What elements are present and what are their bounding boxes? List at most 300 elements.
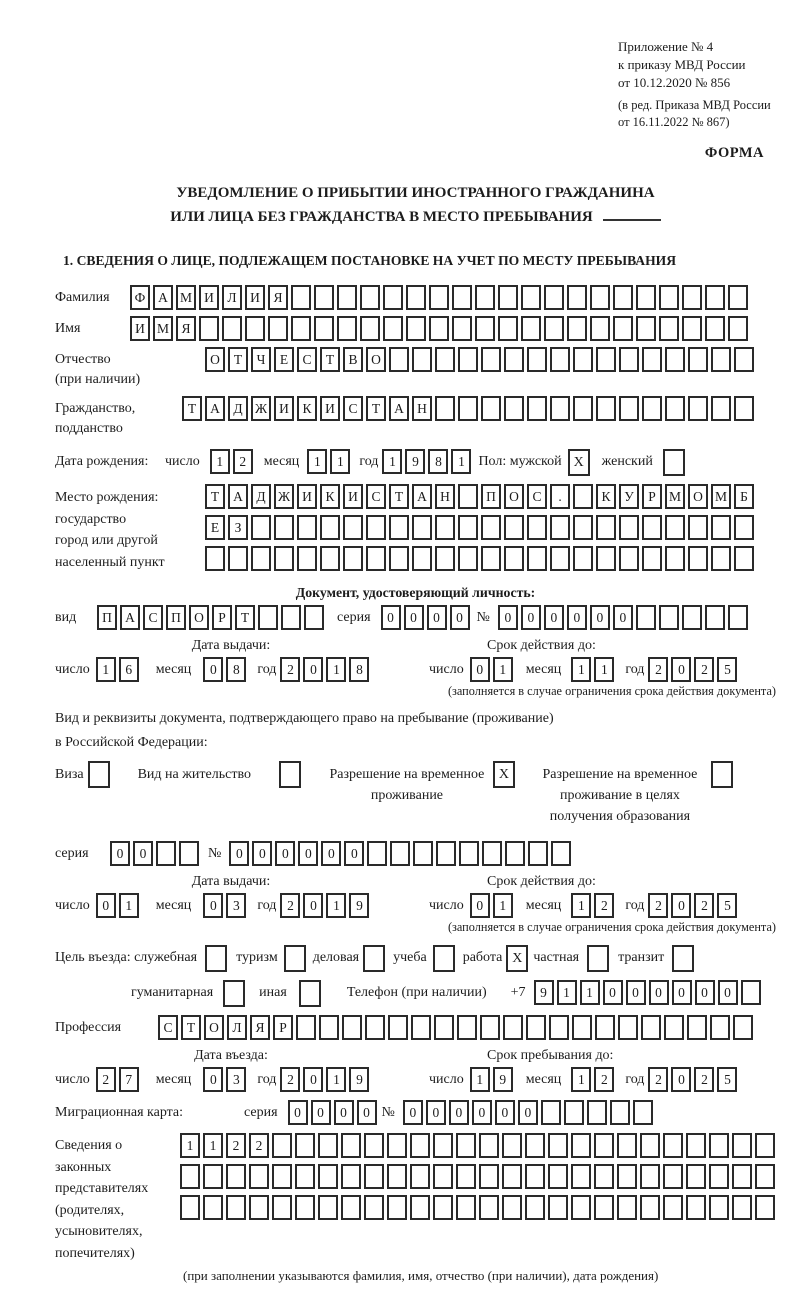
char-cell[interactable]: 0 xyxy=(470,893,490,918)
char-cell[interactable]: 9 xyxy=(349,1067,369,1092)
doc-issue-year-cells[interactable] xyxy=(280,657,372,682)
char-cell[interactable] xyxy=(458,484,478,509)
char-cell[interactable] xyxy=(387,1195,407,1220)
char-cell[interactable] xyxy=(367,841,387,866)
char-cell[interactable] xyxy=(663,1164,683,1189)
char-cell[interactable] xyxy=(734,515,754,540)
sex-male-checkbox[interactable]: X xyxy=(568,449,590,476)
doc-valid-year-cells[interactable] xyxy=(648,657,740,682)
char-cell[interactable] xyxy=(205,546,225,571)
char-cell[interactable]: 2 xyxy=(594,893,614,918)
char-cell[interactable] xyxy=(343,546,363,571)
char-cell[interactable]: С xyxy=(297,347,317,372)
char-cell[interactable]: 8 xyxy=(226,657,246,682)
char-cell[interactable]: 0 xyxy=(498,605,518,630)
char-cell[interactable] xyxy=(429,316,449,341)
char-cell[interactable] xyxy=(665,515,685,540)
char-cell[interactable]: 0 xyxy=(695,980,715,1005)
char-cell[interactable]: П xyxy=(166,605,186,630)
char-cell[interactable]: 0 xyxy=(344,841,364,866)
char-cell[interactable] xyxy=(521,285,541,310)
char-cell[interactable]: С xyxy=(143,605,163,630)
char-cell[interactable] xyxy=(705,316,725,341)
char-cell[interactable] xyxy=(590,316,610,341)
char-cell[interactable]: К xyxy=(297,396,317,421)
char-cell[interactable] xyxy=(412,515,432,540)
stay-year-cells[interactable] xyxy=(648,1067,740,1092)
doc-valid-month-cells[interactable] xyxy=(571,657,617,682)
char-cell[interactable]: 0 xyxy=(472,1100,492,1125)
char-cell[interactable] xyxy=(526,1015,546,1040)
char-cell[interactable] xyxy=(458,347,478,372)
char-cell[interactable] xyxy=(682,605,702,630)
char-cell[interactable] xyxy=(199,316,219,341)
birth-place-row2-cells[interactable] xyxy=(205,515,757,540)
char-cell[interactable] xyxy=(434,1015,454,1040)
char-cell[interactable] xyxy=(479,1133,499,1158)
char-cell[interactable] xyxy=(364,1133,384,1158)
char-cell[interactable]: Н xyxy=(412,396,432,421)
char-cell[interactable] xyxy=(435,396,455,421)
char-cell[interactable]: Т xyxy=(205,484,225,509)
char-cell[interactable] xyxy=(610,1100,630,1125)
char-cell[interactable]: О xyxy=(688,484,708,509)
char-cell[interactable]: 1 xyxy=(451,449,471,474)
char-cell[interactable] xyxy=(642,396,662,421)
char-cell[interactable] xyxy=(318,1195,338,1220)
char-cell[interactable]: 0 xyxy=(303,893,323,918)
char-cell[interactable] xyxy=(387,1133,407,1158)
char-cell[interactable]: А xyxy=(389,396,409,421)
char-cell[interactable] xyxy=(550,347,570,372)
char-cell[interactable] xyxy=(550,396,570,421)
char-cell[interactable] xyxy=(502,1195,522,1220)
char-cell[interactable]: 2 xyxy=(694,893,714,918)
char-cell[interactable] xyxy=(686,1164,706,1189)
char-cell[interactable]: 2 xyxy=(594,1067,614,1092)
char-cell[interactable]: А xyxy=(153,285,173,310)
char-cell[interactable] xyxy=(665,546,685,571)
char-cell[interactable] xyxy=(480,1015,500,1040)
char-cell[interactable] xyxy=(156,841,176,866)
stay-month-cells[interactable] xyxy=(571,1067,617,1092)
char-cell[interactable]: 5 xyxy=(717,657,737,682)
char-cell[interactable] xyxy=(544,316,564,341)
char-cell[interactable]: 0 xyxy=(626,980,646,1005)
char-cell[interactable] xyxy=(709,1164,729,1189)
representatives-row1-cells[interactable] xyxy=(180,1133,778,1158)
permit-issue-year-cells[interactable] xyxy=(280,893,372,918)
char-cell[interactable]: О xyxy=(189,605,209,630)
char-cell[interactable] xyxy=(304,605,324,630)
permit-series-cells[interactable] xyxy=(110,841,202,866)
char-cell[interactable] xyxy=(755,1164,775,1189)
char-cell[interactable]: 2 xyxy=(280,893,300,918)
char-cell[interactable] xyxy=(728,316,748,341)
name-cells[interactable] xyxy=(130,316,751,341)
char-cell[interactable] xyxy=(481,546,501,571)
char-cell[interactable]: 3 xyxy=(226,893,246,918)
char-cell[interactable] xyxy=(642,347,662,372)
char-cell[interactable]: 0 xyxy=(298,841,318,866)
char-cell[interactable] xyxy=(245,316,265,341)
char-cell[interactable] xyxy=(413,841,433,866)
char-cell[interactable]: 0 xyxy=(311,1100,331,1125)
char-cell[interactable]: 0 xyxy=(96,893,116,918)
char-cell[interactable]: 0 xyxy=(427,605,447,630)
char-cell[interactable]: О xyxy=(204,1015,224,1040)
doc-issue-day-cells[interactable] xyxy=(96,657,142,682)
char-cell[interactable]: 1 xyxy=(210,449,230,474)
char-cell[interactable] xyxy=(548,1133,568,1158)
char-cell[interactable] xyxy=(642,546,662,571)
char-cell[interactable]: У xyxy=(619,484,639,509)
char-cell[interactable] xyxy=(596,396,616,421)
citizenship-cells[interactable] xyxy=(182,396,757,421)
char-cell[interactable] xyxy=(435,546,455,571)
char-cell[interactable] xyxy=(314,285,334,310)
char-cell[interactable] xyxy=(617,1195,637,1220)
char-cell[interactable]: 0 xyxy=(403,1100,423,1125)
char-cell[interactable] xyxy=(711,515,731,540)
char-cell[interactable]: И xyxy=(274,396,294,421)
char-cell[interactable] xyxy=(498,316,518,341)
char-cell[interactable] xyxy=(732,1164,752,1189)
char-cell[interactable]: А xyxy=(412,484,432,509)
char-cell[interactable]: 0 xyxy=(404,605,424,630)
char-cell[interactable] xyxy=(659,316,679,341)
char-cell[interactable]: . xyxy=(550,484,570,509)
char-cell[interactable]: 1 xyxy=(382,449,402,474)
char-cell[interactable] xyxy=(456,1195,476,1220)
char-cell[interactable]: Н xyxy=(435,484,455,509)
char-cell[interactable] xyxy=(479,1195,499,1220)
char-cell[interactable] xyxy=(728,605,748,630)
purpose-official-checkbox[interactable] xyxy=(205,945,227,972)
char-cell[interactable]: А xyxy=(228,484,248,509)
purpose-private-checkbox[interactable] xyxy=(587,945,609,972)
char-cell[interactable] xyxy=(705,605,725,630)
char-cell[interactable]: 0 xyxy=(649,980,669,1005)
char-cell[interactable]: 2 xyxy=(648,1067,668,1092)
char-cell[interactable] xyxy=(617,1133,637,1158)
char-cell[interactable]: 2 xyxy=(648,657,668,682)
char-cell[interactable] xyxy=(337,316,357,341)
char-cell[interactable] xyxy=(479,1164,499,1189)
char-cell[interactable] xyxy=(665,396,685,421)
char-cell[interactable] xyxy=(551,841,571,866)
char-cell[interactable] xyxy=(502,1133,522,1158)
char-cell[interactable]: 2 xyxy=(249,1133,269,1158)
char-cell[interactable] xyxy=(360,285,380,310)
char-cell[interactable]: А xyxy=(120,605,140,630)
char-cell[interactable] xyxy=(659,605,679,630)
char-cell[interactable] xyxy=(319,1015,339,1040)
char-cell[interactable] xyxy=(505,841,525,866)
char-cell[interactable]: 0 xyxy=(110,841,130,866)
birth-place-row3-cells[interactable] xyxy=(205,546,757,571)
char-cell[interactable] xyxy=(636,605,656,630)
migration-number-cells[interactable] xyxy=(403,1100,656,1125)
char-cell[interactable] xyxy=(412,347,432,372)
char-cell[interactable] xyxy=(636,285,656,310)
char-cell[interactable] xyxy=(433,1164,453,1189)
char-cell[interactable] xyxy=(406,316,426,341)
char-cell[interactable] xyxy=(596,347,616,372)
char-cell[interactable]: 1 xyxy=(119,893,139,918)
purpose-business-checkbox[interactable] xyxy=(363,945,385,972)
char-cell[interactable]: 2 xyxy=(694,657,714,682)
edu-residence-checkbox[interactable] xyxy=(711,761,733,788)
char-cell[interactable]: 1 xyxy=(326,657,346,682)
char-cell[interactable]: Л xyxy=(222,285,242,310)
char-cell[interactable]: 2 xyxy=(694,1067,714,1092)
char-cell[interactable] xyxy=(571,1133,591,1158)
char-cell[interactable] xyxy=(617,1164,637,1189)
char-cell[interactable] xyxy=(594,1164,614,1189)
char-cell[interactable] xyxy=(613,316,633,341)
char-cell[interactable]: 0 xyxy=(321,841,341,866)
char-cell[interactable]: 0 xyxy=(357,1100,377,1125)
char-cell[interactable]: Я xyxy=(268,285,288,310)
char-cell[interactable] xyxy=(527,396,547,421)
char-cell[interactable] xyxy=(733,1015,753,1040)
purpose-tourism-checkbox[interactable] xyxy=(284,945,306,972)
char-cell[interactable]: 0 xyxy=(450,605,470,630)
char-cell[interactable]: 0 xyxy=(672,980,692,1005)
char-cell[interactable] xyxy=(251,546,271,571)
doc-series-cells[interactable] xyxy=(381,605,473,630)
char-cell[interactable] xyxy=(341,1164,361,1189)
char-cell[interactable] xyxy=(389,347,409,372)
char-cell[interactable]: 0 xyxy=(381,605,401,630)
char-cell[interactable] xyxy=(503,1015,523,1040)
char-cell[interactable]: 1 xyxy=(571,893,591,918)
char-cell[interactable]: 5 xyxy=(717,1067,737,1092)
char-cell[interactable] xyxy=(664,1015,684,1040)
doc-valid-day-cells[interactable] xyxy=(470,657,516,682)
permit-number-cells[interactable] xyxy=(229,841,574,866)
char-cell[interactable]: 0 xyxy=(303,657,323,682)
char-cell[interactable] xyxy=(452,285,472,310)
purpose-work-checkbox[interactable]: X xyxy=(506,945,528,972)
char-cell[interactable]: И xyxy=(343,484,363,509)
char-cell[interactable]: О xyxy=(504,484,524,509)
char-cell[interactable] xyxy=(504,546,524,571)
char-cell[interactable] xyxy=(458,396,478,421)
purpose-study-checkbox[interactable] xyxy=(433,945,455,972)
char-cell[interactable]: 0 xyxy=(426,1100,446,1125)
char-cell[interactable] xyxy=(528,841,548,866)
char-cell[interactable]: К xyxy=(596,484,616,509)
char-cell[interactable] xyxy=(389,515,409,540)
char-cell[interactable] xyxy=(274,515,294,540)
char-cell[interactable]: Я xyxy=(176,316,196,341)
birth-day-cells[interactable] xyxy=(210,449,256,474)
char-cell[interactable] xyxy=(705,285,725,310)
char-cell[interactable] xyxy=(318,1164,338,1189)
char-cell[interactable] xyxy=(296,1015,316,1040)
char-cell[interactable]: 0 xyxy=(229,841,249,866)
char-cell[interactable] xyxy=(364,1195,384,1220)
permit-issue-day-cells[interactable] xyxy=(96,893,142,918)
char-cell[interactable] xyxy=(203,1164,223,1189)
char-cell[interactable] xyxy=(682,316,702,341)
char-cell[interactable]: 1 xyxy=(571,1067,591,1092)
residence-permit-checkbox[interactable] xyxy=(279,761,301,788)
char-cell[interactable]: 0 xyxy=(275,841,295,866)
char-cell[interactable]: 1 xyxy=(470,1067,490,1092)
char-cell[interactable] xyxy=(388,1015,408,1040)
char-cell[interactable]: О xyxy=(205,347,225,372)
char-cell[interactable]: 7 xyxy=(119,1067,139,1092)
char-cell[interactable]: 0 xyxy=(613,605,633,630)
char-cell[interactable]: М xyxy=(711,484,731,509)
char-cell[interactable] xyxy=(365,1015,385,1040)
char-cell[interactable]: 9 xyxy=(349,893,369,918)
char-cell[interactable] xyxy=(688,546,708,571)
char-cell[interactable]: 0 xyxy=(671,1067,691,1092)
char-cell[interactable] xyxy=(594,1133,614,1158)
char-cell[interactable]: Т xyxy=(235,605,255,630)
char-cell[interactable] xyxy=(525,1133,545,1158)
char-cell[interactable]: 0 xyxy=(203,657,223,682)
char-cell[interactable] xyxy=(180,1164,200,1189)
permit-valid-day-cells[interactable] xyxy=(470,893,516,918)
char-cell[interactable] xyxy=(741,980,761,1005)
entry-year-cells[interactable] xyxy=(280,1067,372,1092)
char-cell[interactable]: С xyxy=(527,484,547,509)
char-cell[interactable]: 0 xyxy=(603,980,623,1005)
phone-cells[interactable] xyxy=(534,980,764,1005)
char-cell[interactable]: Л xyxy=(227,1015,247,1040)
doc-issue-month-cells[interactable] xyxy=(203,657,249,682)
char-cell[interactable] xyxy=(383,285,403,310)
char-cell[interactable] xyxy=(291,285,311,310)
purpose-humanitarian-checkbox[interactable] xyxy=(223,980,245,1007)
char-cell[interactable] xyxy=(412,546,432,571)
char-cell[interactable]: Т xyxy=(228,347,248,372)
char-cell[interactable]: О xyxy=(366,347,386,372)
char-cell[interactable] xyxy=(573,546,593,571)
char-cell[interactable] xyxy=(458,546,478,571)
char-cell[interactable]: 9 xyxy=(405,449,425,474)
char-cell[interactable] xyxy=(594,1195,614,1220)
char-cell[interactable]: Т xyxy=(181,1015,201,1040)
purpose-other-checkbox[interactable] xyxy=(299,980,321,1007)
char-cell[interactable]: 1 xyxy=(326,1067,346,1092)
stay-day-cells[interactable] xyxy=(470,1067,516,1092)
char-cell[interactable]: 1 xyxy=(493,657,513,682)
char-cell[interactable] xyxy=(619,515,639,540)
birth-year-cells[interactable] xyxy=(382,449,474,474)
char-cell[interactable]: 0 xyxy=(495,1100,515,1125)
char-cell[interactable] xyxy=(383,316,403,341)
char-cell[interactable] xyxy=(452,316,472,341)
char-cell[interactable] xyxy=(640,1164,660,1189)
char-cell[interactable] xyxy=(688,347,708,372)
char-cell[interactable]: С xyxy=(366,484,386,509)
char-cell[interactable] xyxy=(572,1015,592,1040)
char-cell[interactable] xyxy=(734,396,754,421)
char-cell[interactable]: Е xyxy=(205,515,225,540)
char-cell[interactable]: А xyxy=(205,396,225,421)
birth-place-row1-cells[interactable] xyxy=(205,484,757,509)
char-cell[interactable]: 1 xyxy=(203,1133,223,1158)
char-cell[interactable] xyxy=(550,546,570,571)
char-cell[interactable]: 6 xyxy=(119,657,139,682)
char-cell[interactable] xyxy=(274,546,294,571)
char-cell[interactable] xyxy=(226,1164,246,1189)
char-cell[interactable]: 1 xyxy=(180,1133,200,1158)
char-cell[interactable] xyxy=(249,1164,269,1189)
char-cell[interactable] xyxy=(755,1195,775,1220)
char-cell[interactable] xyxy=(549,1015,569,1040)
entry-month-cells[interactable] xyxy=(203,1067,249,1092)
char-cell[interactable]: К xyxy=(320,484,340,509)
char-cell[interactable] xyxy=(618,1015,638,1040)
char-cell[interactable]: Б xyxy=(734,484,754,509)
char-cell[interactable] xyxy=(475,316,495,341)
char-cell[interactable]: 0 xyxy=(521,605,541,630)
char-cell[interactable] xyxy=(710,1015,730,1040)
char-cell[interactable] xyxy=(573,484,593,509)
char-cell[interactable]: 2 xyxy=(280,1067,300,1092)
char-cell[interactable] xyxy=(663,1133,683,1158)
char-cell[interactable] xyxy=(755,1133,775,1158)
char-cell[interactable]: 0 xyxy=(252,841,272,866)
char-cell[interactable] xyxy=(429,285,449,310)
char-cell[interactable] xyxy=(295,1164,315,1189)
char-cell[interactable] xyxy=(587,1100,607,1125)
char-cell[interactable]: Т xyxy=(182,396,202,421)
char-cell[interactable] xyxy=(481,396,501,421)
char-cell[interactable]: И xyxy=(297,484,317,509)
char-cell[interactable] xyxy=(596,515,616,540)
char-cell[interactable] xyxy=(341,1195,361,1220)
char-cell[interactable] xyxy=(709,1133,729,1158)
char-cell[interactable] xyxy=(411,1015,431,1040)
char-cell[interactable] xyxy=(295,1133,315,1158)
char-cell[interactable] xyxy=(525,1195,545,1220)
char-cell[interactable]: 2 xyxy=(280,657,300,682)
char-cell[interactable]: 0 xyxy=(671,893,691,918)
char-cell[interactable]: Т xyxy=(320,347,340,372)
char-cell[interactable]: 0 xyxy=(590,605,610,630)
char-cell[interactable] xyxy=(342,1015,362,1040)
char-cell[interactable]: 0 xyxy=(133,841,153,866)
char-cell[interactable] xyxy=(389,546,409,571)
char-cell[interactable] xyxy=(314,316,334,341)
char-cell[interactable] xyxy=(525,1164,545,1189)
char-cell[interactable] xyxy=(633,1100,653,1125)
char-cell[interactable]: Д xyxy=(228,396,248,421)
char-cell[interactable]: Я xyxy=(250,1015,270,1040)
char-cell[interactable]: 9 xyxy=(534,980,554,1005)
char-cell[interactable] xyxy=(435,347,455,372)
char-cell[interactable]: Ж xyxy=(251,396,271,421)
char-cell[interactable]: М xyxy=(665,484,685,509)
char-cell[interactable]: 1 xyxy=(307,449,327,474)
char-cell[interactable] xyxy=(337,285,357,310)
char-cell[interactable] xyxy=(640,1195,660,1220)
char-cell[interactable] xyxy=(728,285,748,310)
char-cell[interactable] xyxy=(548,1195,568,1220)
char-cell[interactable] xyxy=(475,285,495,310)
char-cell[interactable]: И xyxy=(199,285,219,310)
char-cell[interactable]: Р xyxy=(642,484,662,509)
char-cell[interactable] xyxy=(550,515,570,540)
